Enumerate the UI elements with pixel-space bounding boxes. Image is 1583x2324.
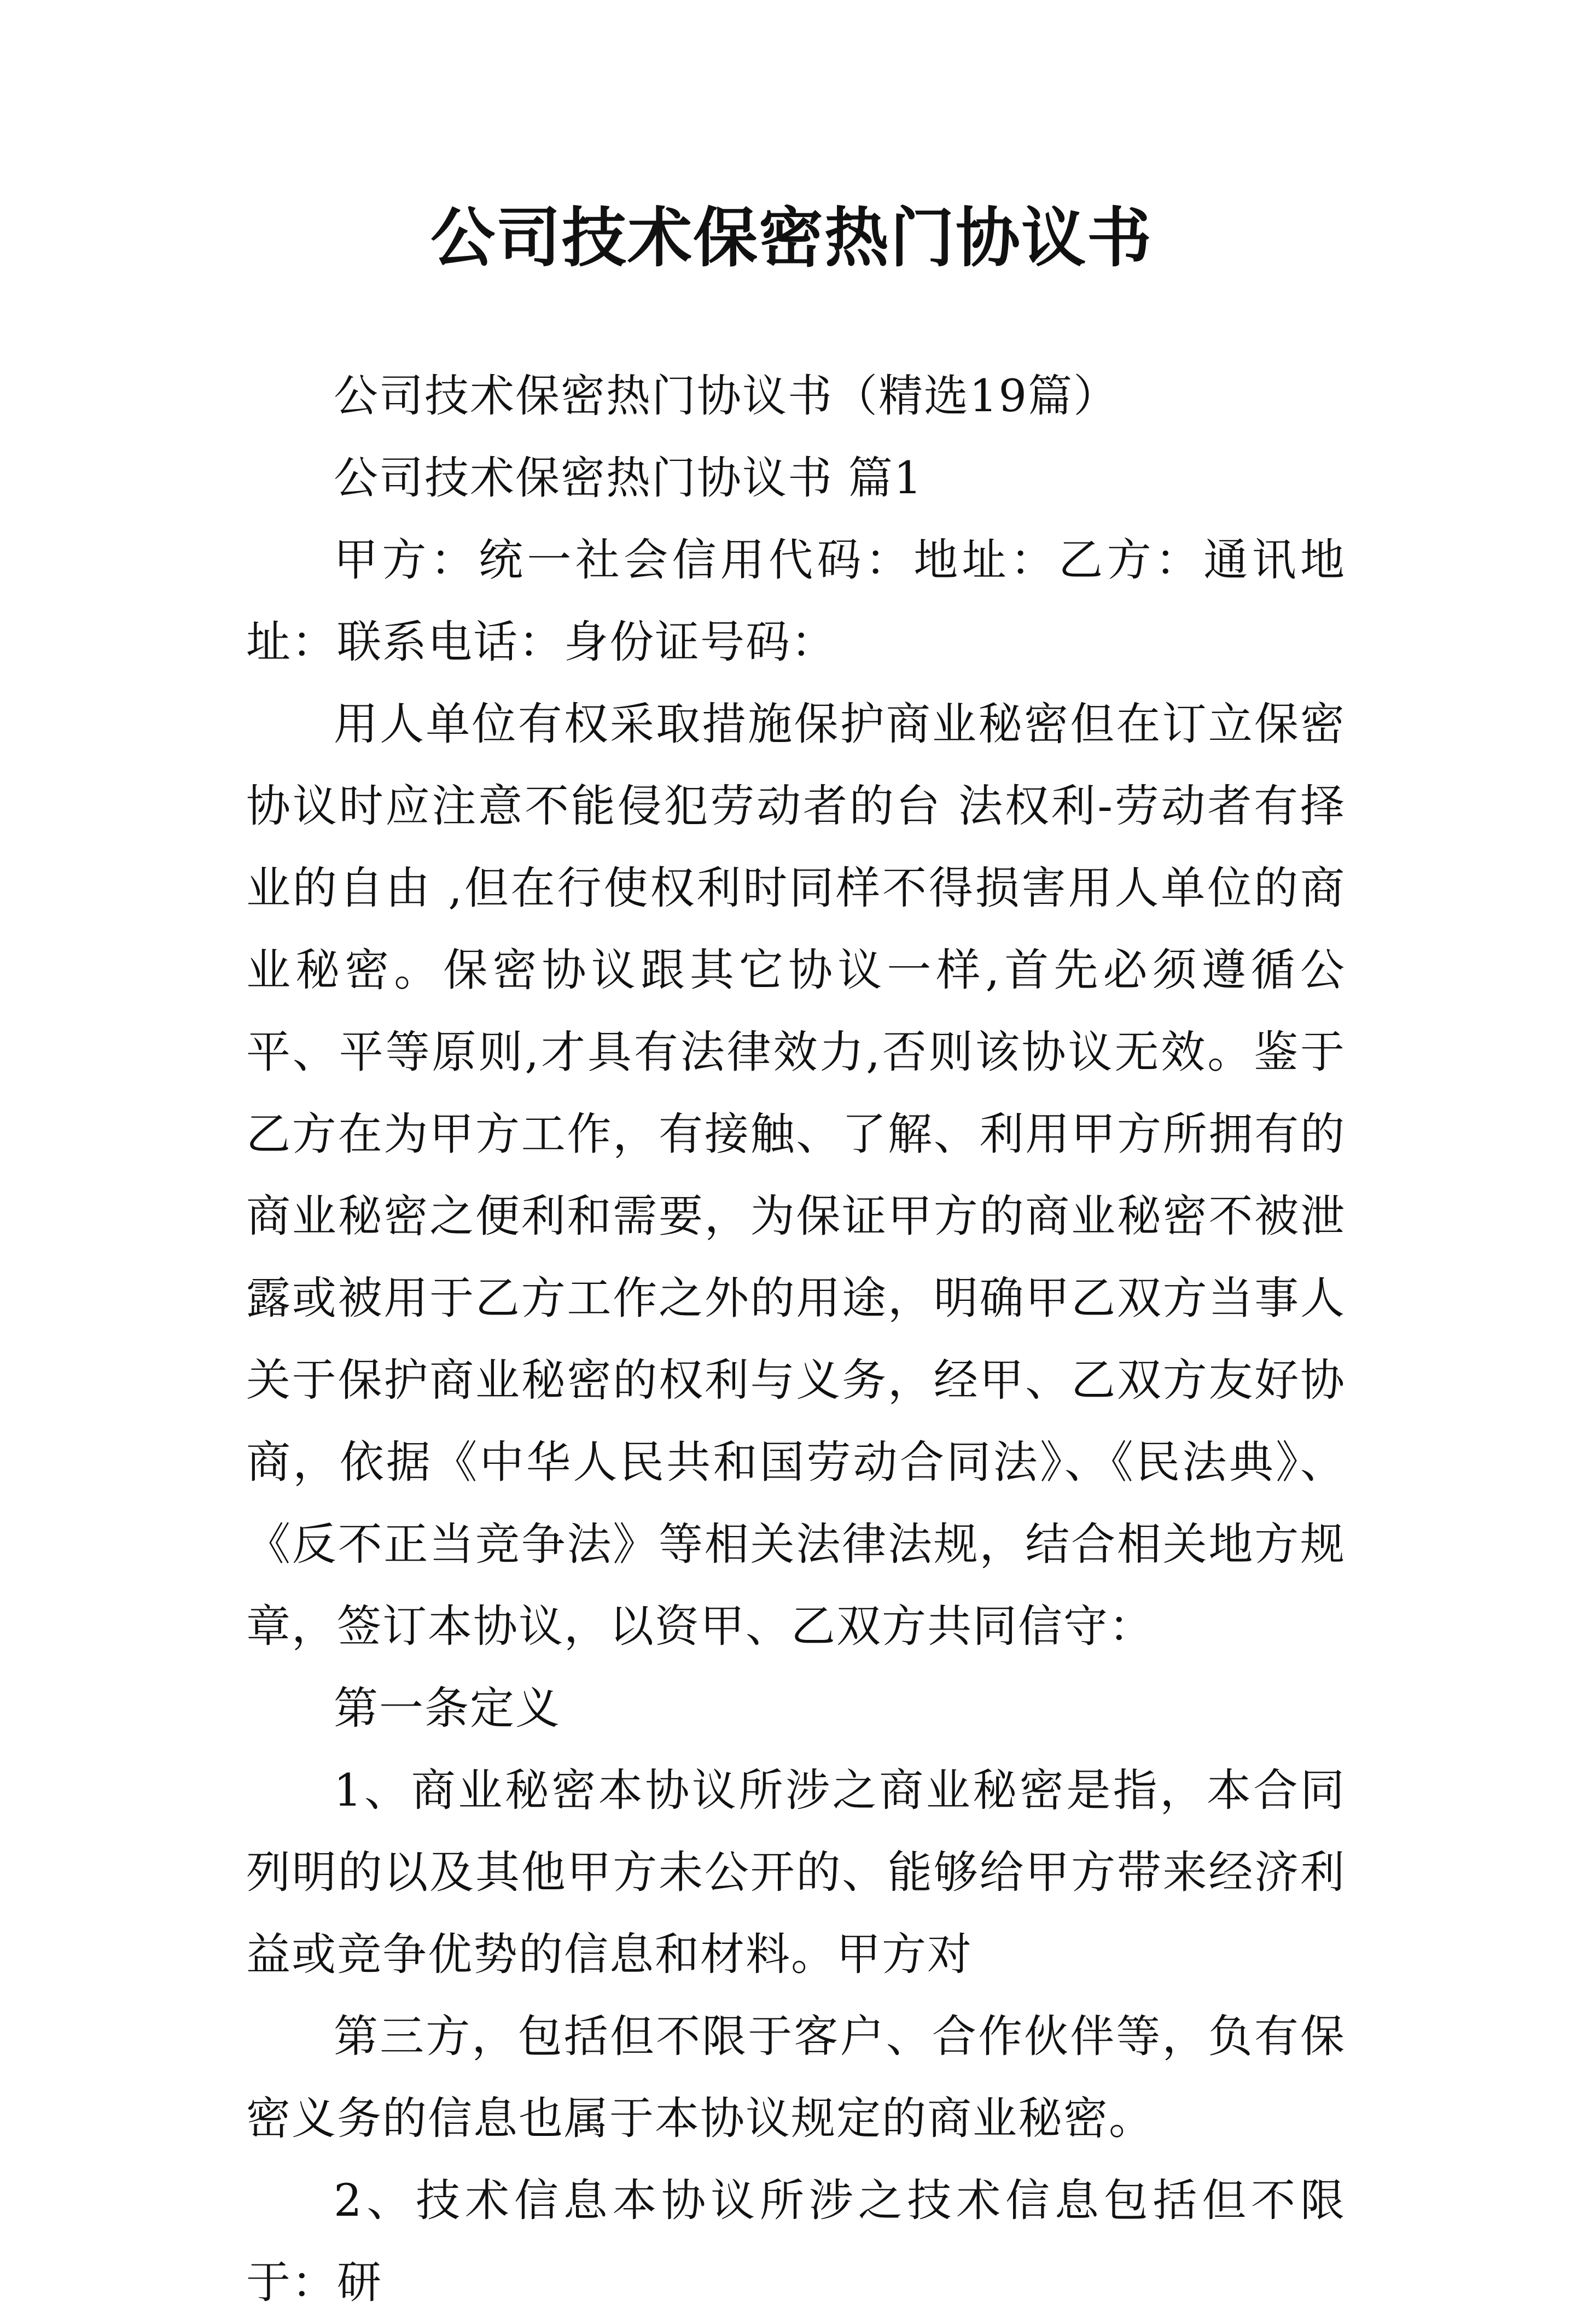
document-body <box>246 355 1346 2324</box>
paragraph-article-heading: 第一条定义 <box>334 1683 561 1735</box>
paragraph-clause: 第三方，包括但不限于客户、合作伙伴等，负有保密义务的信息也属于本协议规定的商业秘密。 <box>246 2011 1346 2145</box>
document-title: 公司技术保密热门协议书 <box>430 200 1153 276</box>
paragraph-preamble: 用人单位有权采取措施保护商业秘密但在订立保密协议时应注意不能侵犯劳动者的台 法权利-劳动者有择业的自由 ,但在行使权利时同样不得损害用人单位的商业秘密。保密协议跟其它协议一样,首先必须遵循公平、平等原则,才具有法律效力,否则该协议无效。鉴于乙方在为甲方工作，有接触、了解、利用甲方所拥有的商业秘密之便利和需要，为保证甲方的商业秘密不被泄露或被用于乙方工作之外的用途，明确甲乙双方当事人关于保护商业秘密的权利与义务，经甲、乙双方友好协商，依据《中华人民共和国劳动合同法》、《民法典》、《反不正当竞争法》等相关法律法规，结合相关地方规章，签订本协议，以资甲、乙双方共同信守： <box>246 699 1346 1653</box>
paragraph-clause: 1、商业秘密本协议所涉之商业秘密是指，本合同列明的以及其他甲方未公开的、能够给甲方带来经济利益或竞争优势的信息和材料。甲方对 <box>246 1765 1346 1981</box>
paragraph-parties: 甲方：统一社会信用代码：地址：乙方：通讯地址：联系电话：身份证号码： <box>246 535 1346 668</box>
paragraph-clause: 2、技术信息本协议所涉之技术信息包括但不限于：研 <box>246 2175 1346 2309</box>
paragraph-section-heading: 公司技术保密热门协议书 篇1 <box>334 453 923 504</box>
paragraph-subtitle: 公司技术保密热门协议书（精选19篇） <box>334 371 1119 422</box>
